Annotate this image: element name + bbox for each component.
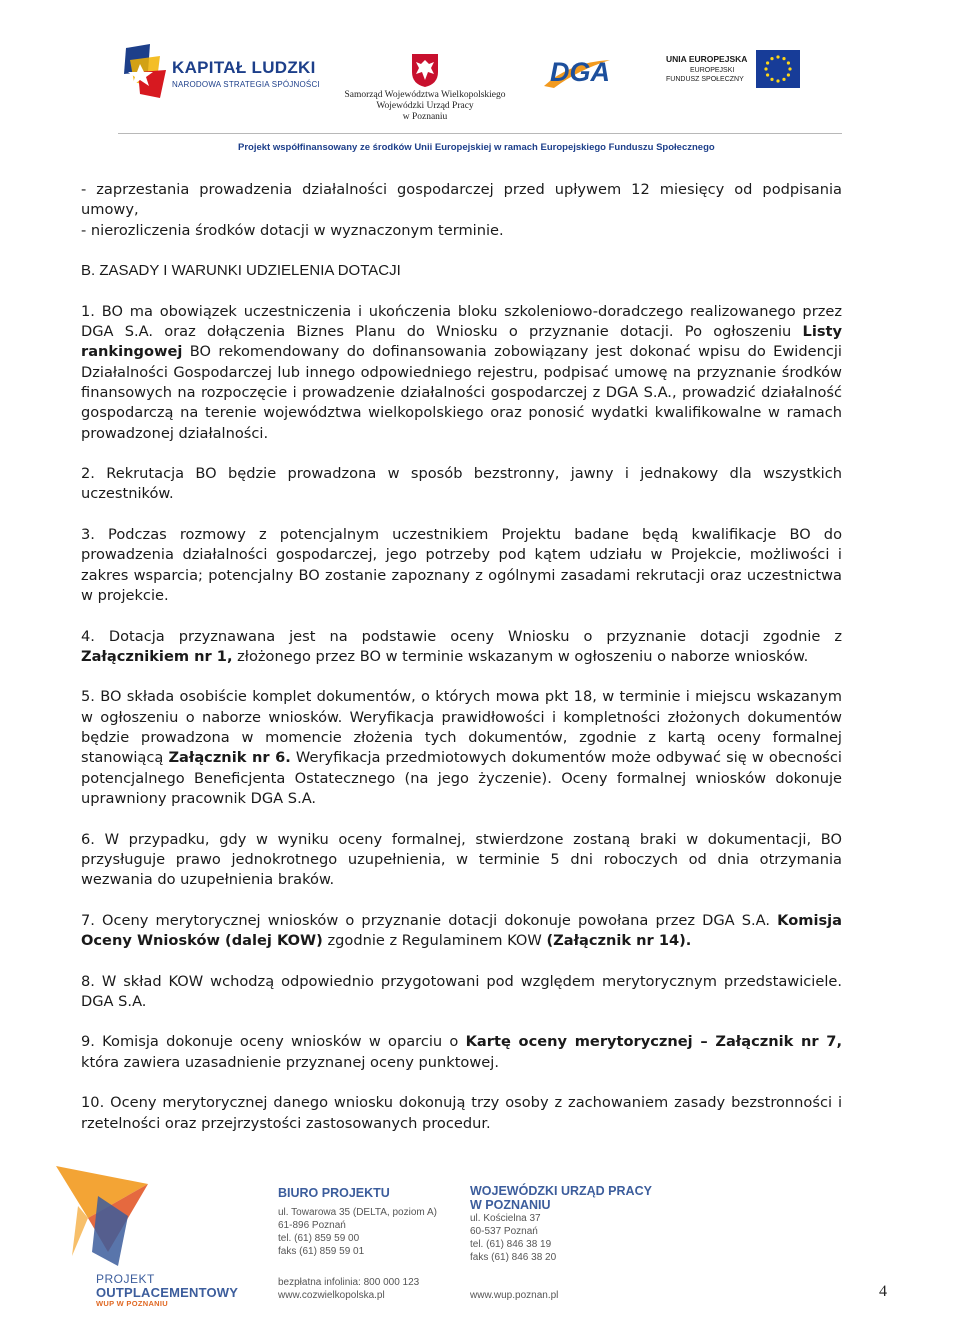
paragraph-4-text-a: 4. Dotacja przyznawana jest na podstawie oceny Wniosku o przyznanie dotacji zgodnie z [81, 627, 842, 645]
header-divider [118, 133, 842, 134]
paragraph-9 [81, 1032, 842, 1073]
eagle-crest-icon [410, 52, 440, 88]
paragraph-7-bold-a: Komisja Oceny Wniosków (dalej KOW) [81, 911, 842, 949]
paragraph-9-text-a: 9. Komisja dokonuje oceny wniosków w oparciu o [81, 1033, 466, 1051]
page-footer [0, 1150, 960, 1332]
wup-heading-2: W POZNANIU [470, 1198, 551, 1212]
projekt-label: PROJEKT [96, 1272, 155, 1286]
wup-line-3: tel. (61) 846 38 19 [470, 1239, 552, 1250]
paragraph-3: 3. Podczas rozmowy z potencjalnym uczestnikiem Projektu badane będą kwalifikacje BO do prowadzenia działalności gospodarczej, jego potrzeby pod kątem udziału w Projekcie, możliwości i zakres wsparcia; potencjalny BO zostanie zapoznany z ogólnymi zasadami rekrutacji oraz uczestnictwa w projekcie. [81, 526, 842, 604]
wup-heading-1: WOJEWÓDZKI URZĄD PRACY [470, 1184, 652, 1198]
paragraph-6: 6. W przypadku, gdy w wyniku oceny formalnej, stwierdzone zostaną braki w dokumentacji, BO przysługuje prawo jednokrotnego uzupełnienia, w terminie 5 dni roboczych od dnia otrzymania wezwania do uzupełnienia braków. [81, 830, 842, 889]
samorzad-text [340, 90, 510, 123]
ue-efs-logo [666, 50, 806, 94]
header-tagline: Projekt współfinansowany ze środków Unii Europejskiej w ramach Europejskiego Funduszu Społecznego [238, 142, 715, 153]
intro-line-1: - zaprzestania prowadzenia działalności gospodarczej przed upływem 12 miesięcy od podpisania umowy, [81, 181, 842, 219]
paragraph-7 [81, 911, 842, 952]
biuro-line-3: tel. (61) 859 59 00 [278, 1233, 360, 1244]
page-header [0, 0, 960, 160]
infolinia-block [278, 1276, 419, 1302]
biuro-line-1: ul. Towarowa 35 (DELTA, poziom A) [278, 1207, 437, 1218]
paragraph-1-text-a: 1. BO ma obowiązek uczestniczenia i ukończenia bloku szkoleniowo-doradczego realizowanego przez DGA S.A. oraz dołączenia Biznes Planu do Wniosku o przyznanie dotacji. Po ogłoszeniu [81, 302, 842, 341]
projekt-outplacementowy-logo [96, 1272, 238, 1308]
paragraph-4-bold: Załącznikiem nr 1, [81, 647, 233, 665]
paragraph-4 [81, 627, 842, 668]
kapital-ludzki-subtitle: NARODOWA STRATEGIA SPÓJNOŚCI [172, 80, 320, 89]
paragraph-1 [81, 302, 842, 444]
paragraph-1-text-b: BO rekomendowany do dofinansowania zobowiązany jest dokonać wpisu do Ewidencji Działalności Gospodarczej lub innego odpowiedniego rejestru, podpisać umowę na przyznanie środków finansowych na rozpoczęcie i prowadzenie działalności gospodarczej z DGA S.A., prowadzić działalność gospodarczą na terenie województwa wielkopolskiego oraz ponosić wydatki kwalifikowalne w ramach prowadzonej działalności. [81, 343, 842, 442]
wup-poznan-label: WUP W POZNANIU [96, 1299, 168, 1308]
outplacementowy-label: OUTPLACEMENTOWY [96, 1285, 239, 1300]
biuro-line-4: faks (61) 859 59 01 [278, 1246, 365, 1257]
biuro-projektu-block [278, 1186, 437, 1258]
dga-logo [540, 56, 612, 92]
paper-plane-logo-icon [48, 1156, 158, 1276]
biuro-heading: BIURO PROJEKTU [278, 1186, 390, 1200]
paragraph-5-text-a: 5. BO składa osobiście komplet dokumentów, o których mowa pkt 18, w terminie i miejscu wskazanym w ogłoszeniu o naborze wniosków. Weryfikacja prawidłowości i kompletności złożonych dokumentów będzie prowadzona w momencie złożenia tych dokumentów, zgodnie z kartą oceny formalnej stanowiącą [81, 688, 842, 767]
paragraph-10: 10. Oceny merytorycznej danego wniosku dokonują trzy osoby z zachowaniem zasady bezstronności i rzetelności oraz przejrzystości zastosowanych procedur. [81, 1094, 842, 1132]
paragraph-5-text-b: Weryfikacja przedmiotowych dokumentów może odbywać się w obecności potencjalnego Beneficjenta Ostatecznego (na jego życzenie). Oceny formalnej wniosków dokonuje uprawniony pracownik DGA S.A. [81, 749, 842, 807]
paragraph-4-text-b: złożonego przez BO w terminie wskazanym w ogłoszeniu o naborze wniosków. [232, 647, 809, 665]
samorzad-line-1: Samorząd Województwa Wielkopolskiego [344, 90, 506, 100]
paragraph-5 [81, 687, 842, 809]
infolinia-text: bezpłatna infolinia: 800 000 123 [278, 1277, 420, 1288]
biuro-line-2: 61-896 Poznań [278, 1220, 346, 1231]
samorzad-logo [340, 52, 510, 126]
page-number: 4 [879, 1283, 887, 1300]
paragraph-7-text-a: 7. Oceny merytorycznej wniosków o przyznanie dotacji dokonuje powołana przez DGA S.A. [81, 911, 778, 929]
paragraph-1-bold: Listy rankingowej [81, 323, 842, 361]
wup-block [470, 1184, 652, 1264]
website-2-block [470, 1289, 558, 1302]
wup-line-2: 60-537 Poznań [470, 1226, 538, 1237]
intro-line-2: - nierozliczenia środków dotacji w wyznaczonym terminie. [81, 221, 504, 239]
website-1-link[interactable]: www.cozwielkopolska.pl [278, 1290, 385, 1301]
wup-line-4: faks (61) 846 38 20 [470, 1252, 557, 1263]
section-heading: B. ZASADY I WARUNKI UDZIELENIA DOTACJI [81, 262, 401, 280]
ue-line-1: UNIA EUROPEJSKA [666, 54, 748, 64]
kapital-ludzki-title: KAPITAŁ LUDZKI [172, 58, 316, 77]
wup-line-1: ul. Kościelna 37 [470, 1213, 541, 1224]
dga-wordmark: DGA [550, 57, 610, 87]
paragraph-7-text-b: zgodnie z Regulaminem KOW [322, 931, 547, 949]
samorzad-line-3: w Poznaniu [402, 112, 448, 122]
ue-line-3: FUNDUSZ SPOŁECZNY [666, 76, 744, 83]
paragraph-9-bold: Kartę oceny merytorycznej – Załącznik nr 7, [465, 1033, 842, 1051]
eu-flag-icon [756, 50, 800, 88]
paragraph-9-text-b: która zawiera uzasadnienie przyznanej oceny punktowej. [81, 1053, 499, 1071]
paragraph-2: 2. Rekrutacja BO będzie prowadzona w sposób bezstronny, jawny i jednakowy dla wszystkich uczestników. [81, 465, 842, 503]
document-body [81, 180, 842, 1134]
kapital-ludzki-emblem-icon [120, 42, 172, 102]
paragraph-5-bold: Załącznik nr 6. [168, 749, 291, 767]
samorzad-line-2: Wojewódzki Urząd Pracy [376, 101, 474, 111]
ue-line-2: EUROPEJSKI [690, 67, 735, 74]
website-2-link[interactable]: www.wup.poznan.pl [470, 1290, 559, 1301]
paragraph-8: 8. W skład KOW wchodzą odpowiednio przygotowani pod względem merytorycznym przedstawiciele. DGA S.A. [81, 972, 842, 1010]
paragraph-7-bold-b: (Załącznik nr 14). [546, 931, 692, 949]
